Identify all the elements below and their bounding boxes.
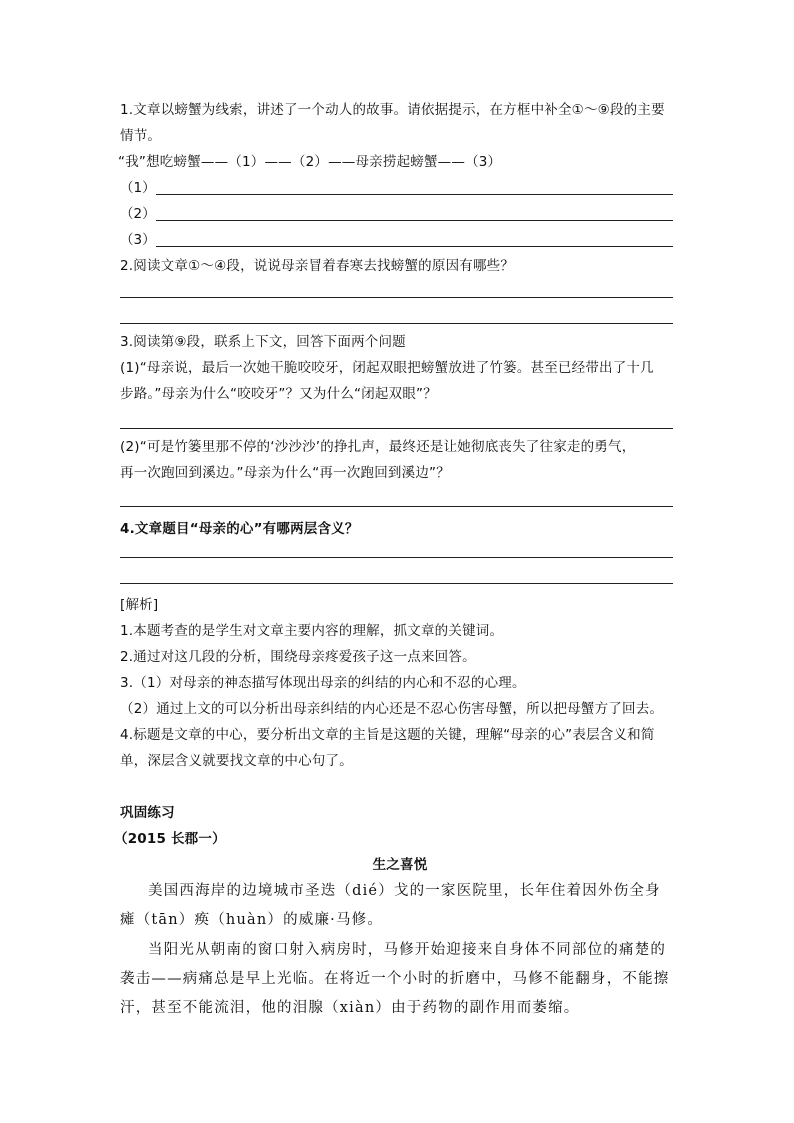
practice-heading: 巩固练习 xyxy=(120,805,175,821)
q3-part2-line2: 再一次跑回到溪边。”母亲为什么“再一次跑回到溪边”？ xyxy=(120,465,450,481)
article-para2-line2: 袭击——病痛总是早上光临。在将近一个小时的折磨中，马修不能翻身，不能擦 xyxy=(120,971,670,987)
analysis-item: 1.本题考查的是学生对文章主要内容的理解，抓文章的关键词。 xyxy=(120,623,504,639)
article-para1-line1: 美国西海岸的边境城市圣迭（dié）戈的一家医院里，长年住着因外伤全身 xyxy=(148,883,661,899)
answer-underline xyxy=(156,220,673,221)
q3-title: 3.阅读第⑨段，联系上下文，回答下面两个问题 xyxy=(120,334,406,350)
q4-prompt: 4.文章题目“母亲的心”有哪两层含义？ xyxy=(120,521,359,537)
analysis-item: 4.标题是文章的中心，要分析出文章的主旨是这题的关键，理解“母亲的心”表层含义和简 xyxy=(120,727,655,743)
q1-blank-2[interactable] xyxy=(120,201,680,227)
q2-answer-line-1[interactable] xyxy=(120,297,673,298)
answer-underline xyxy=(156,246,673,247)
q1-blank-label: （1） xyxy=(120,180,156,196)
q1-blank-3[interactable] xyxy=(120,227,680,253)
q2-prompt: 2.阅读文章①～④段，说说母亲冒着春寒去找螃蟹的原因有哪些？ xyxy=(120,258,515,274)
q3-part1-line2: 步路。”母亲为什么“咬咬牙”？又为什么“闭起双眼”？ xyxy=(120,386,437,402)
practice-source: （2015 长郡一） xyxy=(114,831,226,847)
analysis-heading: [解析] xyxy=(120,597,159,613)
answer-underline xyxy=(156,194,673,195)
q4-answer-line-1[interactable] xyxy=(120,557,673,558)
q3-part1-line1: (1)“母亲说，最后一次她干脆咬咬牙，闭起双眼把螃蟹放进了竹篓。甚至已经带出了十几 xyxy=(120,360,654,376)
q1-blank-label: （2） xyxy=(120,206,156,222)
analysis-item: 3.（1）对母亲的神态描写体现出母亲的纠结的内心和不忍的心理。 xyxy=(120,675,526,691)
q2-answer-line-2[interactable] xyxy=(120,323,673,324)
article-para2-line1: 当阳光从朝南的窗口射入病房时，马修开始迎接来自身体不同部位的痛楚的 xyxy=(148,942,667,958)
article-title: 生之喜悦 xyxy=(372,857,428,873)
q3-part1-answer-line[interactable] xyxy=(120,428,673,429)
q4-answer-line-2[interactable] xyxy=(120,583,673,584)
analysis-item: 单，深层含义就要找文章的中心句了。 xyxy=(120,753,353,769)
q3-part2-answer-line[interactable] xyxy=(120,506,673,507)
q1-prompt-line2: 情节。 xyxy=(120,128,162,144)
q1-blank-label: （3） xyxy=(120,232,156,248)
analysis-item: 2.通过对这几段的分析，围绕母亲疼爱孩子这一点来回答。 xyxy=(120,649,476,665)
article-para2-line3: 汗，甚至不能流泪，他的泪腺（xiàn）由于药物的副作用而萎缩。 xyxy=(120,1000,580,1016)
q1-prompt-line1: 1.文章以螃蟹为线索，讲述了一个动人的故事。请依据提示，在方框中补全①～⑨段的主要 xyxy=(120,102,665,118)
analysis-item: （2）通过上文的可以分析出母亲纠结的内心还是不忍心伤害母蟹，所以把母蟹方了回去。 xyxy=(120,701,664,717)
article-para1-line2: 瘫（tān）痪（huàn）的威廉·马修。 xyxy=(120,912,384,928)
q3-part2-line1: (2)“可是竹篓里那不停的‘沙沙沙’的挣扎声，最终还是让她彻底丧失了往家走的勇气， xyxy=(120,439,636,455)
q1-blank-1[interactable] xyxy=(120,175,680,201)
q1-plot-flow: “我”想吃螃蟹——（1）——（2）——母亲捞起螃蟹——（3） xyxy=(118,154,502,170)
